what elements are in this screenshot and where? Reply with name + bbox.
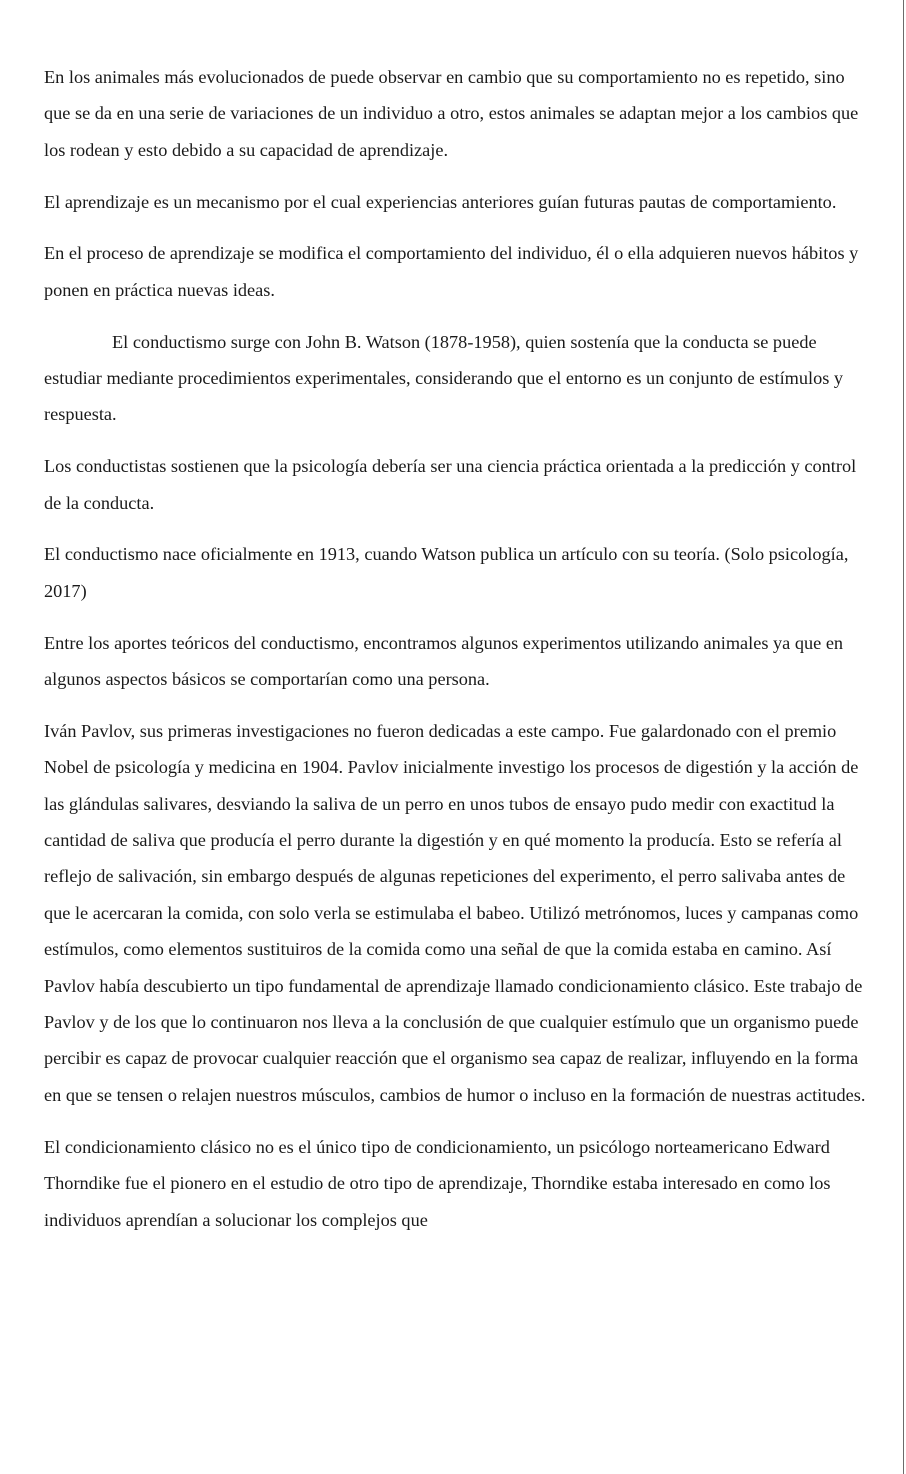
page-edge-divider bbox=[903, 0, 904, 1474]
paragraph-thorndike: El condicionamiento clásico no es el único tipo de condicionamiento, un psicólogo norteamericano Edward Thorndike fue el pionero en el estudio de otro tipo de aprendizaje, Thorndike estaba interesado en como los individuos aprendían a solucionar los complejos que bbox=[44, 1136, 831, 1230]
paragraph-theoretical-contributions: Entre los aportes teóricos del conductismo, encontramos algunos experimentos utilizando animales ya que en algunos aspectos básicos se comportarían como una persona. bbox=[44, 632, 844, 690]
paragraph-pavlov: Iván Pavlov, sus primeras investigaciones no fueron dedicadas a este campo. Fue galardonado con el premio Nobel de psicología y medicina en 1904. Pavlov inicialmente investigo los procesos de digestión y la acción de las glándulas salivares, desviando la saliva de un perro en unos tubos de ensayo pudo medir con exactitud la cantidad de saliva que producía el perro durante la digestión y en qué momento la producía. Esto se refería al reflejo de salivación, sin embargo después de algunas repeticiones del experimento, el perro salivaba antes de que le acercaran la comida, con solo verla se estimulaba el babeo. Utilizó metrónomos, luces y campanas como estímulos, como elementos sustituiros de la comida como una señal de que la comida estaba en camino. Así Pavlov había descubierto un tipo fundamental de aprendizaje llamado condicionamiento clásico. Este trabajo de Pavlov y de los que lo continuaron nos lleva a la conclusión de que cualquier estímulo que un organismo puede percibir es capaz de provocar cualquier reacción que el organismo sea capaz de realizar, influyendo en la forma en que se tensen o relajen nuestros músculos, cambios de humor o incluso en la formación de nuestras actitudes. bbox=[44, 720, 866, 1105]
paragraph-behaviorists-claim: Los conductistas sostienen que la psicología debería ser una ciencia práctica orientada a la predicción y control de la conducta. bbox=[44, 456, 857, 513]
paragraph-behaviorism-origin: El conductismo nace oficialmente en 1913, cuando Watson publica un artículo con su teoría. (Solo psicología, 2017) bbox=[44, 544, 849, 601]
paragraph-learning-process: En el proceso de aprendizaje se modifica el comportamiento del individuo, él o ella adquieren nuevos hábitos y ponen en práctica nuevas ideas. bbox=[44, 243, 859, 300]
paragraph-behaviorism-watson: El conductismo surge con John B. Watson (1878-1958), quien sostenía que la conducta se puede estudiar mediante procedimientos experimentales, considerando que el entorno es un conjunto de estímulos y respuesta. bbox=[44, 331, 844, 425]
document-body bbox=[44, 59, 870, 1253]
paragraph-learning-definition: El aprendizaje es un mecanismo por el cual experiencias anteriores guían futuras pautas de comportamiento. bbox=[44, 191, 837, 212]
paragraph-evolved-animals: En los animales más evolucionados de puede observar en cambio que su comportamiento no es repetido, sino que se da en una serie de variaciones de un individuo a otro, estos animales se adaptan mejor a los cambios que los rodean y esto debido a su capacidad de aprendizaje. bbox=[44, 67, 859, 160]
